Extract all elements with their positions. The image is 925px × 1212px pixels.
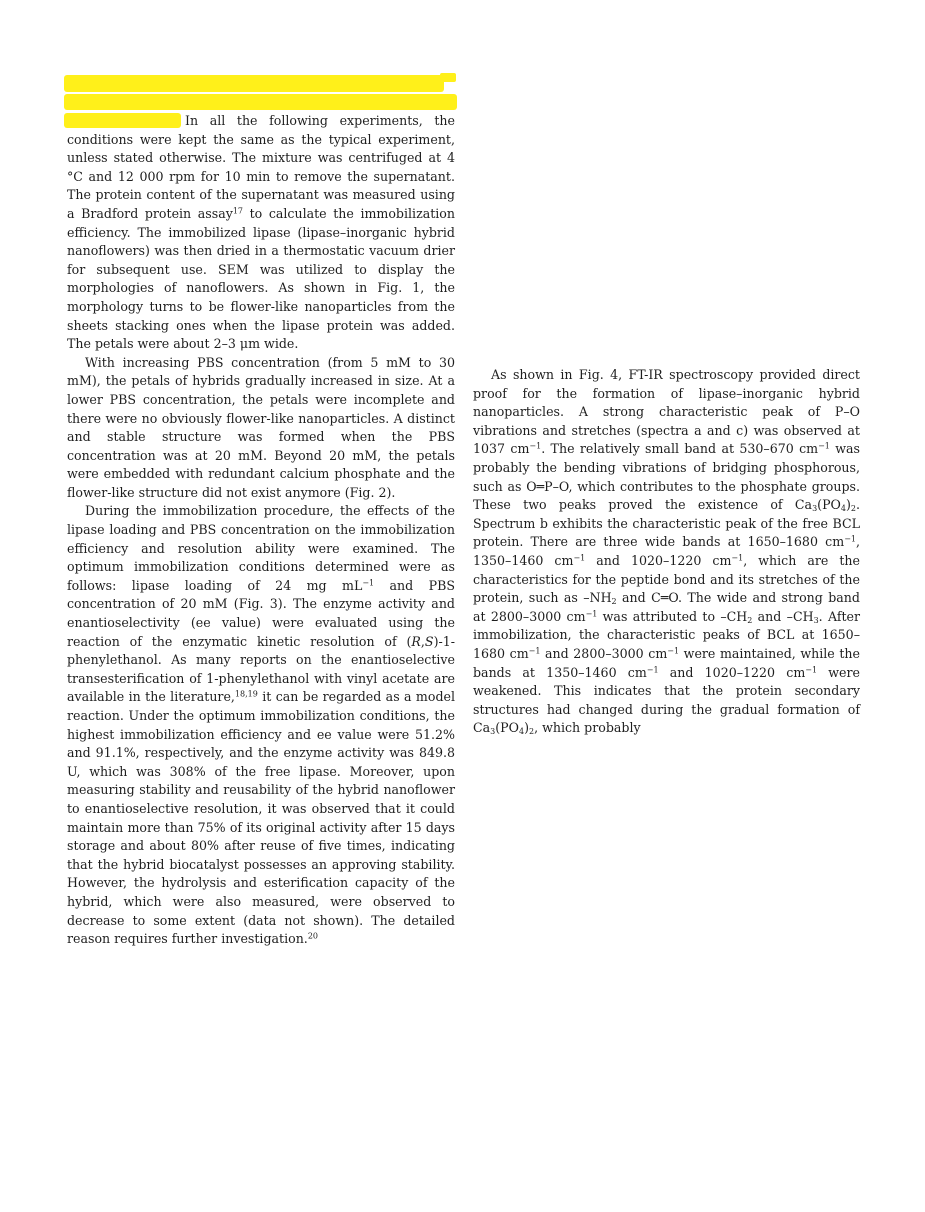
citation-18-19: 18,19 [234, 690, 258, 700]
right-column [473, 366, 860, 738]
citation-17: 17 [232, 206, 244, 216]
paragraph-ftir: As shown in Fig. 4, FT-IR spectroscopy provided direct proof for the formation of lipase–inorganic hybrid nanoparticles. A strong characteristic peak of P–O vibrations and stretches (spectra a and c) was observed at 1037 $cm^{-1}$. The relatively small band at 530–670 $cm^{-1}$ was probably the bending vibrations of bridging phosphorous, such as O═P–O, which contributes to the phosphate groups. These two peaks proved the existence of $Ca_3(PO_4)_2$. Spectrum b exhibits the characteristic peak of the free BCL protein. There are three wide bands at 1650–1680 $cm^{-1}$, 1350–1460 $cm^{-1}$ and 1020–1220 $cm^{-1}$, which are the characteristics for the peptide bond and its stretches of the protein, such as $-NH_2$ and C═O. The wide and strong band at 2800–3000 $cm^{-1}$ was attributed to $-CH_2$ and $-CH_3$. After immobilization, the characteristic peaks of BCL at 1650–1680 $cm^{-1}$ and 2800–3000 $cm^{-1}$ were maintained, while the bands at 1350–1460 $cm^{-1}$ and 1020–1220 $cm^{-1}$ were weakened. This indicates that the protein secondary structures had changed during the gradual formation of $Ca_3(PO_4)_2$, which probably [473, 367, 861, 737]
highlight-bar-2 [64, 94, 457, 110]
paragraph-1: In all the following experiments, the conditions were kept the same as the typical experiment, unless stated otherwise. The mixture was centrifuged at 4 °C and 12 000 rpm for 10 min to remove the supernatant. The protein content of the supernatant was measured using a Bradford protein assay$^{17}$ to calculate the immobilization efficiency. The immobilized lipase (lipase–inorganic hybrid nanoflowers) was then dried in a thermostatic vacuum drier for subsequent use. SEM was utilized to display the morphologies of nanoflowers. As shown in Fig. 1, the morphology turns to be flower-like nanoparticles from the sheets stacking ones when the lipase protein was added. The petals were about 2–3 μm wide. [67, 113, 456, 352]
highlight-bar-1 [64, 75, 444, 92]
left-column [67, 112, 455, 949]
paragraph-3: During the immobilization procedure, the effects of the lipase loading and PBS concentration on the immobilization efficiency and resolution ability were examined. The optimum immobilization conditions determined were as follows: lipase loading of 24 mg $mL^{-1}$ and PBS concentration of 20 mM (Fig. 3). The enzyme activity and enantioselectivity (ee value) were evaluated using the reaction of the enzymatic kinetic resolution of (R,S)-1-phenylethanol. As many reports on the enantioselective transesterification of 1-phenylethanol with vinyl acetate are available in the literature,$^{18,19}$ it can be regarded as a model reaction. Under the optimum immobilization conditions, the highest immobilization efficiency and ee value were 51.2% and 91.1%, respectively, and the enzyme activity was 849.8 U, which was 308% of the free lipase. Moreover, upon measuring stability and reusability of the hybrid nanoflower to enantioselective resolution, it was observed that it could maintain more than 75% of its original activity after 15 days storage and about 80% after reuse of five times, indicating that the hybrid biocatalyst possesses an approving stability. However, the hydrolysis and esterification capacity of the hybrid, which were also measured, were observed to decrease to some extent (data not shown). The detailed reason requires further investigation.$^{20}$ [67, 503, 456, 947]
paragraph-2: With increasing PBS concentration (from 5 mM to 30 mM), the petals of hybrids gradually increased in size. At a lower PBS concentration, the petals were incomplete and there were no obviously flower-like nanoparticles. A distinct and stable structure was formed when the PBS concentration was at 20 mM. Beyond 20 mM, the petals were embedded with redundant calcium phosphate and the flower-like structure did not exist anymore (Fig. 2). [67, 354, 455, 500]
highlight-mark [440, 73, 456, 82]
citation-20: 20 [307, 931, 318, 941]
